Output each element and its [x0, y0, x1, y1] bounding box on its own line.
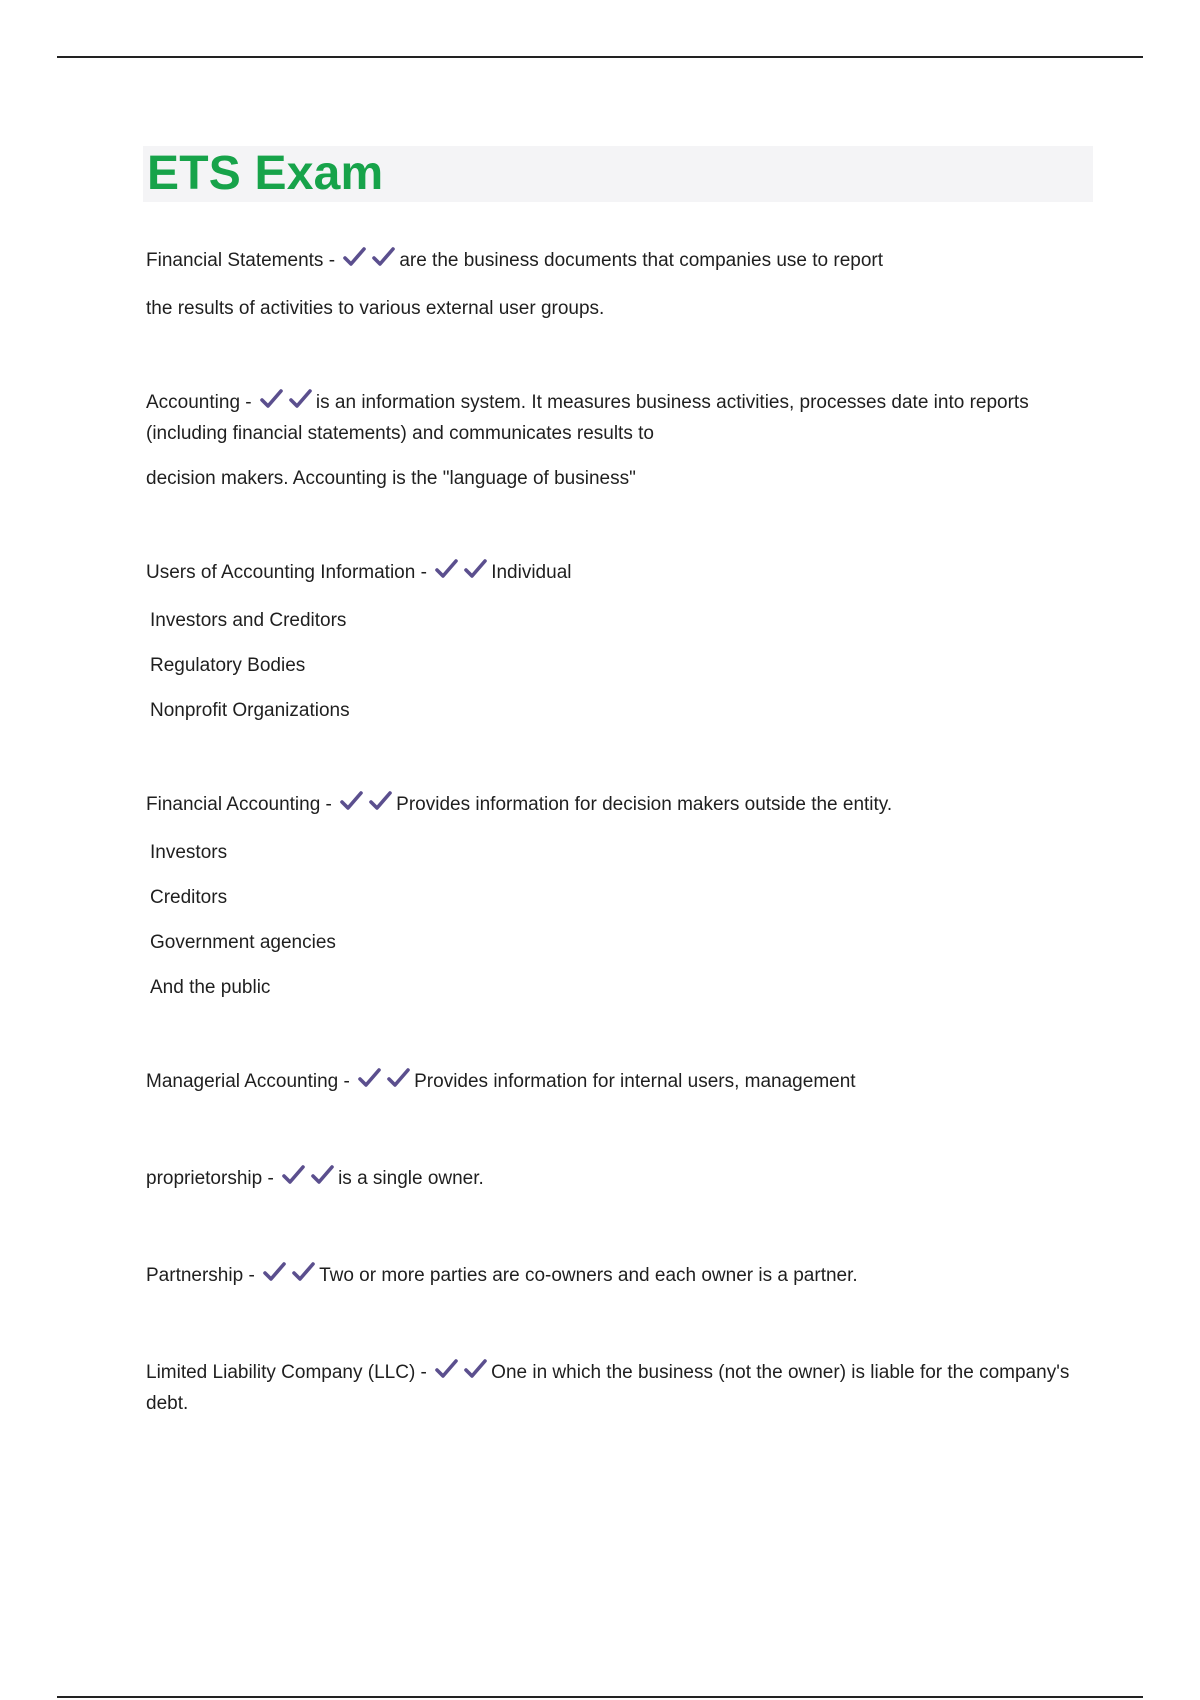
entry-term: proprietorship - [146, 1168, 274, 1189]
entry-term: Users of Accounting Information - [146, 562, 427, 583]
check-icon [357, 1066, 382, 1090]
check-icon [463, 557, 488, 581]
check-icon [434, 1357, 459, 1381]
sub-item: Nonprofit Organizations [150, 700, 350, 721]
sub-item: Creditors [150, 887, 228, 908]
entry-partnership [146, 1260, 1096, 1293]
entry-financial-statements [146, 245, 1096, 323]
check-icon [342, 245, 367, 269]
check-icon [281, 1163, 306, 1187]
entry-definition: is an information system. It measures business activities, processes date into reports (including financial statements) and communicates results to [146, 392, 1029, 444]
check-icon [434, 557, 459, 581]
sub-item: Regulatory Bodies [150, 655, 306, 676]
double-check-mark [434, 1357, 490, 1390]
check-icon [339, 789, 364, 813]
entry-term: Limited Liability Company (LLC) - [146, 1362, 427, 1383]
entry-definition: Provides information for decision makers outside the entity. [396, 794, 893, 815]
document-body [146, 245, 1096, 1418]
title-band [143, 146, 1093, 202]
double-check-mark [262, 1260, 318, 1293]
check-icon [259, 387, 284, 411]
entry-term: Managerial Accounting - [146, 1071, 350, 1092]
entry-definition: are the business documents that companies use to report [399, 250, 884, 271]
sub-item: Investors and Creditors [150, 610, 347, 631]
double-check-mark [357, 1066, 413, 1099]
header-rule [57, 56, 1143, 58]
entry-limited-liability-company [146, 1357, 1096, 1418]
entry-proprietorship [146, 1163, 1096, 1196]
entry-users-of-accounting-information [146, 557, 1096, 725]
double-check-mark [342, 245, 398, 278]
entry-term: Financial Accounting - [146, 794, 332, 815]
check-icon [262, 1260, 287, 1284]
entry-definition: Individual [491, 562, 572, 583]
double-check-mark [281, 1163, 337, 1196]
check-icon [463, 1357, 488, 1381]
entry-definition: One in which the business (not the owner) is liable for the company's debt. [146, 1362, 1070, 1414]
footer-rule [57, 1696, 1143, 1698]
check-icon [371, 245, 396, 269]
entry-continuation: decision makers. Accounting is the "language of business" [146, 468, 636, 489]
check-icon [386, 1066, 411, 1090]
check-icon [291, 1260, 316, 1284]
entry-continuation: the results of activities to various external user groups. [146, 298, 605, 319]
entry-managerial-accounting [146, 1066, 1096, 1099]
sub-item: Government agencies [150, 932, 336, 953]
double-check-mark [434, 557, 490, 590]
entry-definition: Two or more parties are co-owners and each owner is a partner. [319, 1265, 858, 1286]
check-icon [310, 1163, 335, 1187]
entry-term: Partnership - [146, 1265, 255, 1286]
sub-item: And the public [150, 977, 271, 998]
document-title: ETS Exam [147, 147, 384, 200]
entry-financial-accounting [146, 789, 1096, 1002]
entry-term: Accounting - [146, 392, 252, 413]
check-icon [368, 789, 393, 813]
entry-definition: Provides information for internal users, management [414, 1071, 856, 1092]
entry-accounting [146, 387, 1096, 493]
entry-definition: is a single owner. [338, 1168, 484, 1189]
double-check-mark [339, 789, 395, 822]
entry-term: Financial Statements - [146, 250, 336, 271]
check-icon [288, 387, 313, 411]
double-check-mark [259, 387, 315, 420]
sub-item: Investors [150, 842, 228, 863]
